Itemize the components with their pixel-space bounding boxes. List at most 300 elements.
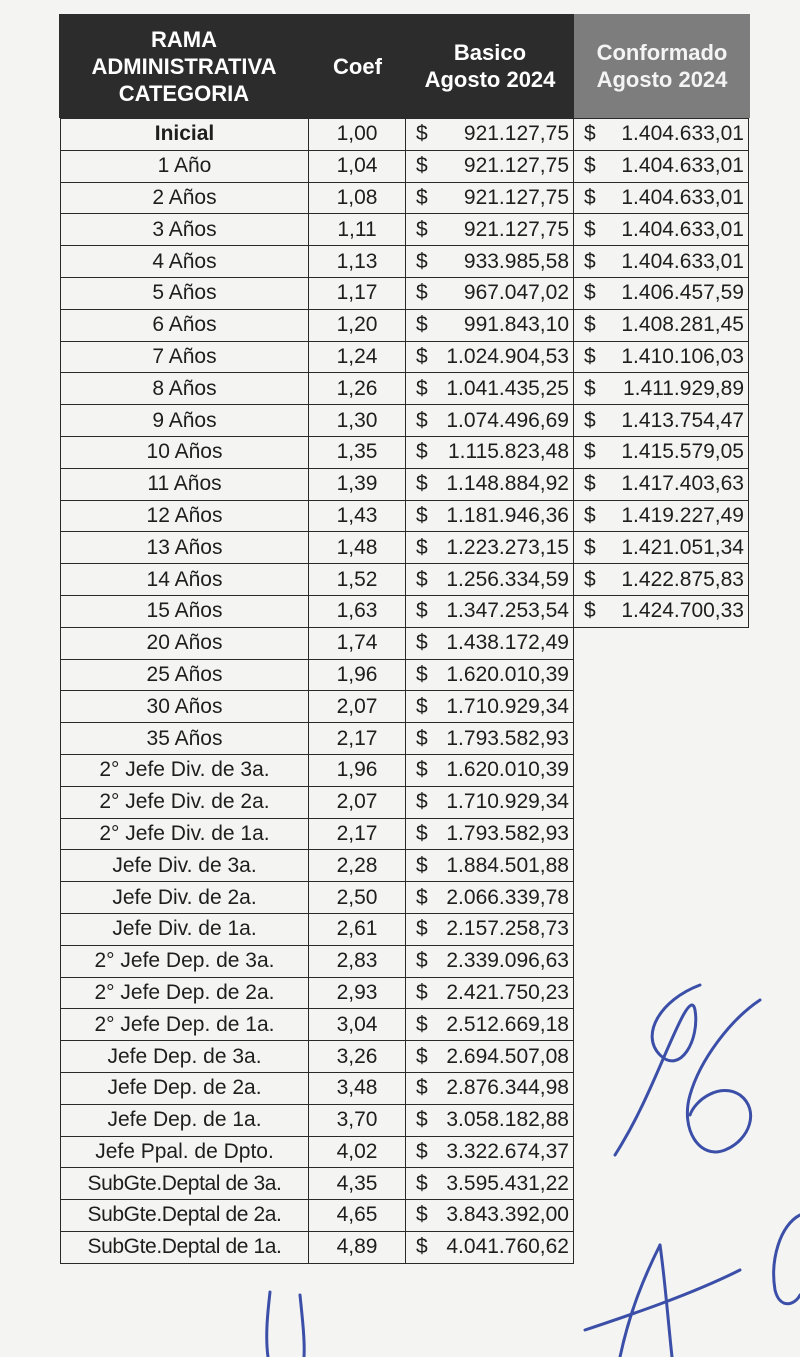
cell-conformado bbox=[574, 246, 749, 278]
currency-symbol: $ bbox=[416, 249, 428, 273]
currency-symbol: $ bbox=[416, 694, 428, 718]
amount: 1.115.823,48 bbox=[447, 440, 569, 464]
table-row bbox=[61, 850, 749, 882]
cell-basico bbox=[406, 1200, 574, 1232]
money-value bbox=[406, 886, 569, 910]
cell-category: 10 Años bbox=[61, 436, 309, 468]
cell-coef: 1,26 bbox=[309, 373, 406, 405]
cell-category: SubGte.Deptal de 2a. bbox=[61, 1200, 309, 1232]
cell-basico bbox=[406, 405, 574, 437]
money-value bbox=[406, 695, 569, 719]
table-row bbox=[61, 214, 749, 246]
table-row bbox=[61, 468, 749, 500]
cell-coef: 1,35 bbox=[309, 436, 406, 468]
cell-category: 4 Años bbox=[61, 246, 309, 278]
cell-category: 3 Años bbox=[61, 214, 309, 246]
currency-symbol: $ bbox=[584, 472, 596, 496]
cell-conformado bbox=[574, 182, 749, 214]
currency-symbol: $ bbox=[416, 281, 428, 305]
amount: 1.620.010,39 bbox=[446, 758, 569, 782]
money-value bbox=[406, 758, 569, 782]
table-row bbox=[61, 1200, 749, 1232]
cell-empty bbox=[574, 1009, 749, 1041]
cell-category: Jefe Div. de 3a. bbox=[61, 850, 309, 882]
cell-basico bbox=[406, 182, 574, 214]
amount: 1.411.929,89 bbox=[622, 376, 744, 400]
currency-symbol: $ bbox=[416, 631, 428, 655]
money-value bbox=[406, 281, 569, 305]
table-row bbox=[61, 818, 749, 850]
table-row bbox=[61, 341, 749, 373]
cell-basico bbox=[406, 627, 574, 659]
cell-coef: 1,00 bbox=[309, 119, 406, 151]
cell-coef: 3,26 bbox=[309, 1041, 406, 1073]
cell-empty bbox=[574, 786, 749, 818]
currency-symbol: $ bbox=[416, 949, 428, 973]
amount: 1.710.929,34 bbox=[446, 694, 569, 718]
currency-symbol: $ bbox=[416, 1235, 428, 1259]
amount: 1.410.106,03 bbox=[621, 344, 744, 368]
amount: 1.415.579,05 bbox=[621, 440, 744, 464]
currency-symbol: $ bbox=[416, 853, 428, 877]
cell-category: 30 Años bbox=[61, 691, 309, 723]
currency-symbol: $ bbox=[584, 313, 596, 337]
cell-coef: 2,61 bbox=[309, 913, 406, 945]
amount: 4.041.760,62 bbox=[446, 1235, 569, 1259]
cell-category: 13 Años bbox=[61, 532, 309, 564]
header-conformado-line-1: Conformado bbox=[596, 40, 728, 65]
currency-symbol: $ bbox=[416, 1203, 428, 1227]
money-value bbox=[406, 440, 569, 464]
cell-conformado bbox=[574, 277, 749, 309]
amount: 1.408.281,45 bbox=[621, 313, 744, 337]
currency-symbol: $ bbox=[584, 408, 596, 432]
money-value bbox=[406, 1108, 569, 1132]
amount: 1.884.501,88 bbox=[446, 853, 569, 877]
amount: 1.256.334,59 bbox=[446, 567, 569, 591]
header-conformado-line-2: Agosto 2024 bbox=[596, 67, 728, 92]
cell-category: 2° Jefe Dep. de 2a. bbox=[61, 977, 309, 1009]
money-value bbox=[406, 917, 569, 941]
amount: 1.404.633,01 bbox=[621, 154, 744, 178]
cell-basico bbox=[406, 1041, 574, 1073]
cell-coef: 1,43 bbox=[309, 500, 406, 532]
money-value bbox=[574, 504, 744, 528]
cell-category: SubGte.Deptal de 3a. bbox=[61, 1168, 309, 1200]
cell-basico bbox=[406, 309, 574, 341]
currency-symbol: $ bbox=[416, 567, 428, 591]
cell-category: 1 Año bbox=[61, 150, 309, 182]
money-value bbox=[574, 345, 744, 369]
amount: 2.512.669,18 bbox=[446, 1012, 569, 1036]
currency-symbol: $ bbox=[584, 567, 596, 591]
cell-category: Jefe Ppal. de Dpto. bbox=[61, 1136, 309, 1168]
amount: 3.843.392,00 bbox=[446, 1203, 569, 1227]
cell-category: Jefe Div. de 1a. bbox=[61, 913, 309, 945]
currency-symbol: $ bbox=[416, 376, 428, 400]
header-basico-line-1: Basico bbox=[453, 40, 527, 65]
money-value bbox=[406, 472, 569, 496]
cell-basico bbox=[406, 564, 574, 596]
cell-empty bbox=[574, 850, 749, 882]
table-row bbox=[61, 500, 749, 532]
header-category-line-1: RAMA bbox=[150, 26, 217, 52]
amount: 921.127,75 bbox=[463, 185, 569, 209]
cell-empty bbox=[574, 1136, 749, 1168]
money-value bbox=[406, 727, 569, 751]
cell-empty bbox=[574, 1200, 749, 1232]
cell-coef: 3,48 bbox=[309, 1072, 406, 1104]
cell-conformado bbox=[574, 119, 749, 151]
table-row bbox=[61, 1168, 749, 1200]
amount: 1.024.904,53 bbox=[446, 344, 569, 368]
money-value bbox=[406, 1203, 569, 1227]
cell-coef: 4,02 bbox=[309, 1136, 406, 1168]
amount: 2.339.096,63 bbox=[446, 949, 569, 973]
money-value bbox=[406, 790, 569, 814]
cell-category: 15 Años bbox=[61, 595, 309, 627]
currency-symbol: $ bbox=[584, 440, 596, 464]
cell-category: Jefe Dep. de 2a. bbox=[61, 1072, 309, 1104]
money-value bbox=[406, 854, 569, 878]
table-row bbox=[61, 1072, 749, 1104]
cell-category: Jefe Div. de 2a. bbox=[61, 882, 309, 914]
table-row bbox=[61, 754, 749, 786]
currency-symbol: $ bbox=[416, 821, 428, 845]
table-row bbox=[61, 595, 749, 627]
cell-category: 25 Años bbox=[61, 659, 309, 691]
cell-coef: 1,11 bbox=[309, 214, 406, 246]
currency-symbol: $ bbox=[416, 154, 428, 178]
money-value bbox=[574, 250, 744, 274]
money-value bbox=[574, 313, 744, 337]
cell-conformado bbox=[574, 214, 749, 246]
cell-coef: 3,70 bbox=[309, 1104, 406, 1136]
cell-basico bbox=[406, 945, 574, 977]
currency-symbol: $ bbox=[416, 344, 428, 368]
cell-basico bbox=[406, 1072, 574, 1104]
money-value bbox=[406, 122, 569, 146]
cell-empty bbox=[574, 977, 749, 1009]
currency-symbol: $ bbox=[584, 535, 596, 559]
money-value bbox=[574, 154, 744, 178]
cell-coef: 2,07 bbox=[309, 786, 406, 818]
header-basico bbox=[406, 14, 574, 118]
currency-symbol: $ bbox=[416, 917, 428, 941]
currency-symbol: $ bbox=[416, 758, 428, 782]
money-value bbox=[574, 440, 744, 464]
amount: 1.793.582,93 bbox=[446, 726, 569, 750]
amount: 2.066.339,78 bbox=[446, 885, 569, 909]
cell-coef: 1,52 bbox=[309, 564, 406, 596]
currency-symbol: $ bbox=[416, 440, 428, 464]
currency-symbol: $ bbox=[416, 472, 428, 496]
cell-basico bbox=[406, 659, 574, 691]
cell-basico bbox=[406, 436, 574, 468]
amount: 1.438.172,49 bbox=[446, 631, 569, 655]
cell-basico bbox=[406, 246, 574, 278]
currency-symbol: $ bbox=[416, 503, 428, 527]
cell-category: 2° Jefe Div. de 3a. bbox=[61, 754, 309, 786]
cell-basico bbox=[406, 913, 574, 945]
cell-category: 11 Años bbox=[61, 468, 309, 500]
currency-symbol: $ bbox=[416, 1171, 428, 1195]
currency-symbol: $ bbox=[584, 249, 596, 273]
cell-coef: 1,13 bbox=[309, 246, 406, 278]
currency-symbol: $ bbox=[416, 1012, 428, 1036]
currency-symbol: $ bbox=[416, 1139, 428, 1163]
table-row bbox=[61, 1104, 749, 1136]
cell-conformado bbox=[574, 500, 749, 532]
table-row bbox=[61, 723, 749, 755]
cell-coef: 1,24 bbox=[309, 341, 406, 373]
table-row bbox=[61, 945, 749, 977]
currency-symbol: $ bbox=[416, 885, 428, 909]
cell-category: 2° Jefe Dep. de 3a. bbox=[61, 945, 309, 977]
cell-basico bbox=[406, 277, 574, 309]
cell-coef: 1,96 bbox=[309, 754, 406, 786]
currency-symbol: $ bbox=[416, 1076, 428, 1100]
amount: 3.322.674,37 bbox=[446, 1139, 569, 1163]
cell-empty bbox=[574, 1104, 749, 1136]
money-value bbox=[574, 186, 744, 210]
cell-empty bbox=[574, 882, 749, 914]
cell-coef: 1,17 bbox=[309, 277, 406, 309]
cell-conformado bbox=[574, 595, 749, 627]
cell-category: 35 Años bbox=[61, 723, 309, 755]
amount: 1.413.754,47 bbox=[621, 408, 744, 432]
cell-basico bbox=[406, 1104, 574, 1136]
table-row bbox=[61, 1009, 749, 1041]
table-row bbox=[61, 913, 749, 945]
currency-symbol: $ bbox=[584, 122, 596, 146]
cell-empty bbox=[574, 1168, 749, 1200]
table-row bbox=[61, 532, 749, 564]
cell-coef: 1,20 bbox=[309, 309, 406, 341]
table-row bbox=[61, 277, 749, 309]
cell-basico bbox=[406, 373, 574, 405]
salary-table-body bbox=[61, 119, 749, 1264]
money-value bbox=[406, 949, 569, 973]
header-category-line-3: CATEGORIA bbox=[118, 80, 250, 106]
cell-category: 9 Años bbox=[61, 405, 309, 437]
cell-coef: 2,50 bbox=[309, 882, 406, 914]
currency-symbol: $ bbox=[584, 281, 596, 305]
cell-basico bbox=[406, 214, 574, 246]
table-row bbox=[61, 882, 749, 914]
currency-symbol: $ bbox=[584, 154, 596, 178]
amount: 1.406.457,59 bbox=[621, 281, 744, 305]
cell-coef: 1,30 bbox=[309, 405, 406, 437]
money-value bbox=[406, 536, 569, 560]
table-row bbox=[61, 627, 749, 659]
cell-empty bbox=[574, 659, 749, 691]
table-row bbox=[61, 119, 749, 151]
cell-basico bbox=[406, 500, 574, 532]
cell-conformado bbox=[574, 436, 749, 468]
money-value bbox=[406, 568, 569, 592]
money-value bbox=[574, 377, 744, 401]
cell-empty bbox=[574, 1231, 749, 1263]
table-row bbox=[61, 1231, 749, 1263]
currency-symbol: $ bbox=[416, 535, 428, 559]
amount: 1.223.273,15 bbox=[446, 535, 569, 559]
money-value bbox=[406, 504, 569, 528]
currency-symbol: $ bbox=[416, 122, 428, 146]
amount: 1.404.633,01 bbox=[621, 217, 744, 241]
cell-category: 2° Jefe Div. de 1a. bbox=[61, 818, 309, 850]
currency-symbol: $ bbox=[416, 408, 428, 432]
cell-category: 20 Años bbox=[61, 627, 309, 659]
cell-category: 7 Años bbox=[61, 341, 309, 373]
amount: 921.127,75 bbox=[463, 217, 569, 241]
money-value bbox=[406, 1172, 569, 1196]
cell-category: 8 Años bbox=[61, 373, 309, 405]
money-value bbox=[406, 250, 569, 274]
cell-empty bbox=[574, 1072, 749, 1104]
header-coef-label: Coef bbox=[333, 53, 382, 79]
header-basico-line-2: Agosto 2024 bbox=[424, 67, 556, 92]
currency-symbol: $ bbox=[584, 599, 596, 623]
header-coef bbox=[309, 14, 406, 118]
currency-symbol: $ bbox=[416, 1044, 428, 1068]
cell-empty bbox=[574, 818, 749, 850]
cell-basico bbox=[406, 532, 574, 564]
amount: 1.148.884,92 bbox=[446, 472, 569, 496]
currency-symbol: $ bbox=[416, 980, 428, 1004]
amount: 3.595.431,22 bbox=[446, 1171, 569, 1195]
cell-category: 14 Años bbox=[61, 564, 309, 596]
cell-coef: 3,04 bbox=[309, 1009, 406, 1041]
money-value bbox=[406, 1235, 569, 1259]
money-value bbox=[406, 218, 569, 242]
cell-empty bbox=[574, 754, 749, 786]
money-value bbox=[406, 1140, 569, 1164]
currency-symbol: $ bbox=[416, 313, 428, 337]
table-row bbox=[61, 150, 749, 182]
cell-category: 12 Años bbox=[61, 500, 309, 532]
amount: 1.181.946,36 bbox=[446, 503, 569, 527]
amount: 991.843,10 bbox=[463, 313, 569, 337]
cell-category: Jefe Dep. de 1a. bbox=[61, 1104, 309, 1136]
money-value bbox=[574, 472, 744, 496]
money-value bbox=[406, 1045, 569, 1069]
money-value bbox=[406, 822, 569, 846]
cell-basico bbox=[406, 341, 574, 373]
salary-table bbox=[60, 118, 749, 1264]
cell-conformado bbox=[574, 468, 749, 500]
amount: 3.058.182,88 bbox=[446, 1108, 569, 1132]
currency-symbol: $ bbox=[584, 376, 596, 400]
cell-conformado bbox=[574, 405, 749, 437]
cell-basico bbox=[406, 818, 574, 850]
currency-symbol: $ bbox=[416, 726, 428, 750]
money-value bbox=[406, 409, 569, 433]
money-value bbox=[406, 663, 569, 687]
money-value bbox=[406, 154, 569, 178]
amount: 921.127,75 bbox=[463, 154, 569, 178]
amount: 1.421.051,34 bbox=[621, 535, 744, 559]
cell-conformado bbox=[574, 373, 749, 405]
table-row bbox=[61, 564, 749, 596]
cell-coef: 2,83 bbox=[309, 945, 406, 977]
amount: 1.419.227,49 bbox=[621, 503, 744, 527]
cell-basico bbox=[406, 150, 574, 182]
cell-coef: 2,07 bbox=[309, 691, 406, 723]
amount: 1.347.253,54 bbox=[446, 599, 569, 623]
money-value bbox=[574, 122, 744, 146]
amount: 2.876.344,98 bbox=[446, 1076, 569, 1100]
cell-conformado bbox=[574, 309, 749, 341]
currency-symbol: $ bbox=[416, 599, 428, 623]
currency-symbol: $ bbox=[416, 217, 428, 241]
amount: 2.694.507,08 bbox=[446, 1044, 569, 1068]
table-row bbox=[61, 786, 749, 818]
cell-coef: 1,96 bbox=[309, 659, 406, 691]
cell-coef: 4,89 bbox=[309, 1231, 406, 1263]
money-value bbox=[406, 377, 569, 401]
cell-coef: 2,17 bbox=[309, 723, 406, 755]
amount: 1.404.633,01 bbox=[621, 249, 744, 273]
money-value bbox=[406, 186, 569, 210]
cell-basico bbox=[406, 1168, 574, 1200]
amount: 2.421.750,23 bbox=[446, 980, 569, 1004]
amount: 967.047,02 bbox=[463, 281, 569, 305]
table-row bbox=[61, 405, 749, 437]
cell-empty bbox=[574, 627, 749, 659]
table-row bbox=[61, 977, 749, 1009]
amount: 1.417.403,63 bbox=[621, 472, 744, 496]
currency-symbol: $ bbox=[584, 217, 596, 241]
amount: 1.404.633,01 bbox=[621, 185, 744, 209]
amount: 1.710.929,34 bbox=[446, 790, 569, 814]
cell-category: Jefe Dep. de 3a. bbox=[61, 1041, 309, 1073]
table-row bbox=[61, 1041, 749, 1073]
cell-conformado bbox=[574, 532, 749, 564]
cell-category: 6 Años bbox=[61, 309, 309, 341]
cell-basico bbox=[406, 977, 574, 1009]
cell-basico bbox=[406, 882, 574, 914]
cell-coef: 2,28 bbox=[309, 850, 406, 882]
currency-symbol: $ bbox=[584, 185, 596, 209]
currency-symbol: $ bbox=[416, 1108, 428, 1132]
cell-basico bbox=[406, 754, 574, 786]
header-category bbox=[59, 14, 309, 118]
currency-symbol: $ bbox=[416, 185, 428, 209]
amount: 1.424.700,33 bbox=[621, 599, 744, 623]
amount: 921.127,75 bbox=[463, 122, 569, 146]
cell-category: Inicial bbox=[61, 119, 309, 151]
cell-basico bbox=[406, 1136, 574, 1168]
cell-empty bbox=[574, 1041, 749, 1073]
money-value bbox=[406, 345, 569, 369]
table-row bbox=[61, 182, 749, 214]
money-value bbox=[574, 568, 744, 592]
money-value bbox=[406, 981, 569, 1005]
cell-empty bbox=[574, 913, 749, 945]
money-value bbox=[406, 631, 569, 655]
table-row bbox=[61, 309, 749, 341]
amount: 933.985,58 bbox=[463, 249, 569, 273]
cell-basico bbox=[406, 468, 574, 500]
cell-coef: 1,39 bbox=[309, 468, 406, 500]
table-row bbox=[61, 659, 749, 691]
cell-empty bbox=[574, 945, 749, 977]
cell-coef: 1,04 bbox=[309, 150, 406, 182]
currency-symbol: $ bbox=[584, 344, 596, 368]
amount: 1.620.010,39 bbox=[446, 662, 569, 686]
cell-basico bbox=[406, 595, 574, 627]
